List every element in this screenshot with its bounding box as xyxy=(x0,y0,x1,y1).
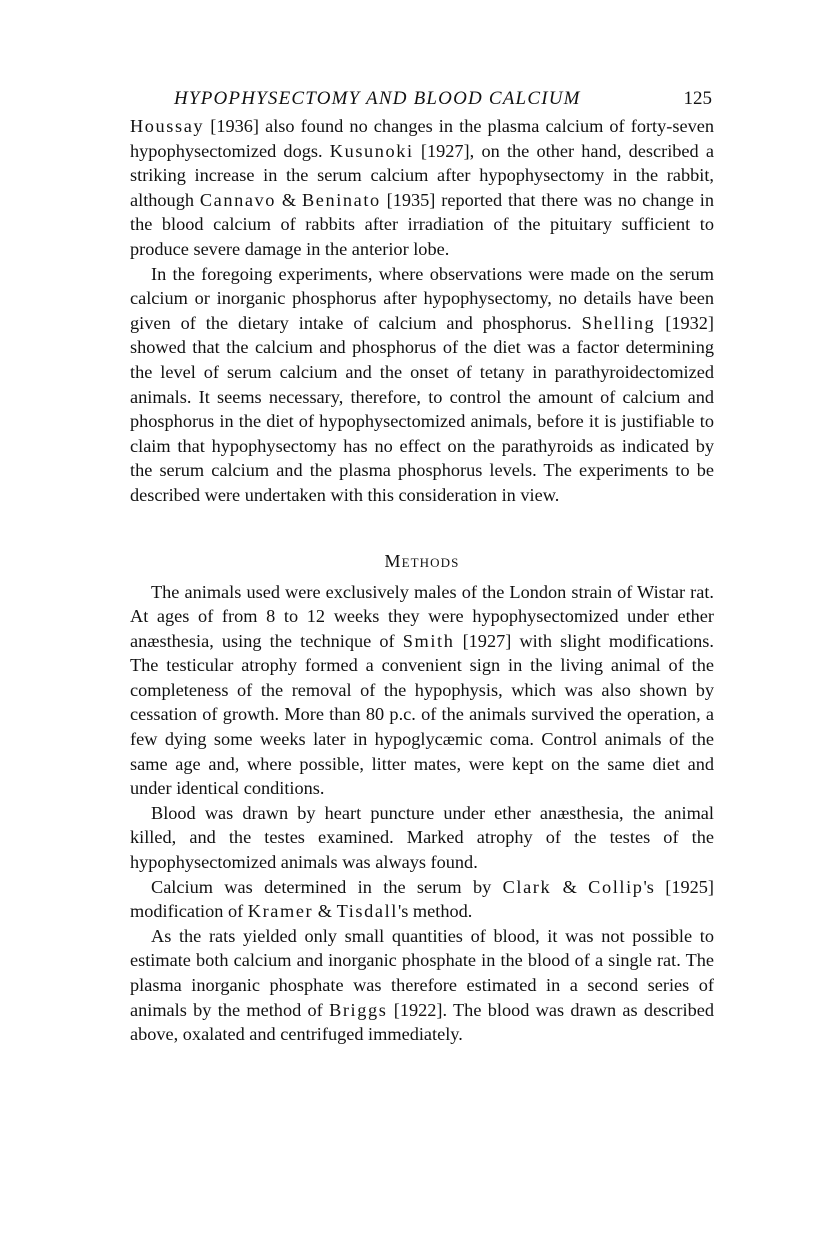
running-title: HYPOPHYSECTOMY AND BLOOD CALCIUM xyxy=(174,88,581,109)
page-number: 125 xyxy=(683,88,712,109)
running-head xyxy=(130,84,714,114)
text-run: [1935] reported that there was no change in the blood calcium of rabbits after irradiation of the pituitary sufficient to produce severe damage in the anterior lobe. xyxy=(130,189,714,259)
text-run: 's [1925] modification of xyxy=(130,876,714,922)
text-run: [1927] with slight modifications. The testicular atrophy formed a convenient sign in the living animal of the completeness of the removal of the hypophysis, which was also shown by cessation of growth. More than 80 p.c. of the animals survived the operation, a few dying some weeks later in hypoglycæmic coma. Control animals of the same age and, where possible, litter mates, were kept on the same diet and under identical conditions. xyxy=(130,630,714,799)
author-name: Clark xyxy=(502,876,552,897)
paragraph-4 xyxy=(130,801,714,875)
text-run: [1932] showed that the calcium and phosphorus of the diet was a factor determining the level of serum calcium and the onset of tetany in parathyroidectomized animals. It seems necessary, therefore, to control the amount of calcium and phosphorus in the diet of hypophysectomized animals, before it is justifiable to claim that hypophysectomy has no effect on the parathyroids as indicated by the serum calcium and the plasma phosphorus levels. The experiments to be described were undertaken with this consideration in view. xyxy=(130,312,715,505)
text-run: & xyxy=(551,876,589,897)
paragraph-6 xyxy=(130,924,714,1047)
author-name: Kusunoki xyxy=(329,140,414,161)
author-name: Kramer xyxy=(247,901,314,922)
text-run: As the rats yielded only small quantities of blood, it was not possible to estimate both calcium and inorganic phosphate in the blood of a single rat. The plasma inorganic phosphate was therefore estimated in a second series of animals by the method of xyxy=(130,925,714,1020)
text-run: In the foregoing experiments, where observations were made on the serum calcium or inorganic phosphorus after hypophysectomy, no details have been given of the dietary intake of calcium and phosphorus. xyxy=(130,263,714,333)
text-run: & xyxy=(276,189,302,210)
author-name: Collip xyxy=(588,876,644,897)
text-run: [1936] also found no changes in the plasma calcium of forty-seven hypophysectomized dogs. xyxy=(130,116,714,161)
text-run: [1922]. The blood was drawn as described above, oxalated and centrifuged immediately. xyxy=(130,999,714,1045)
text-run: Calcium was determined in the serum by xyxy=(151,876,503,897)
text-run: [1927], on the other hand, described a striking increase in the serum calcium after hypophysectomy in the rabbit, although xyxy=(130,140,715,210)
paragraph-1 xyxy=(130,114,714,262)
author-name: Houssay xyxy=(130,116,205,136)
author-name: Briggs xyxy=(329,999,388,1020)
author-name: Cannavo xyxy=(199,189,277,210)
paragraph-2 xyxy=(130,262,714,508)
author-name: Tisdall xyxy=(336,901,398,922)
author-name: Smith xyxy=(402,630,455,651)
paragraph-3 xyxy=(130,580,714,801)
paragraph-5 xyxy=(130,875,714,924)
text-run: & xyxy=(313,901,337,922)
page xyxy=(130,84,714,1047)
text-run: Blood was drawn by heart puncture under ether anæsthesia, the animal killed, and the testes examined. Marked atrophy of the testes of the hypophysectomized animals was always found. xyxy=(130,802,714,873)
text-run: The animals used were exclusively males of the London strain of Wistar rat. At ages of from 8 to 12 weeks they were hypophysectomized under ether anæsthesia, using the technique of xyxy=(130,581,714,651)
author-name: Shelling xyxy=(581,312,656,333)
methods-heading: Methods xyxy=(384,550,460,571)
author-name: Beninato xyxy=(301,189,381,210)
body-text xyxy=(130,114,714,1047)
text-run: 's method. xyxy=(397,901,473,922)
